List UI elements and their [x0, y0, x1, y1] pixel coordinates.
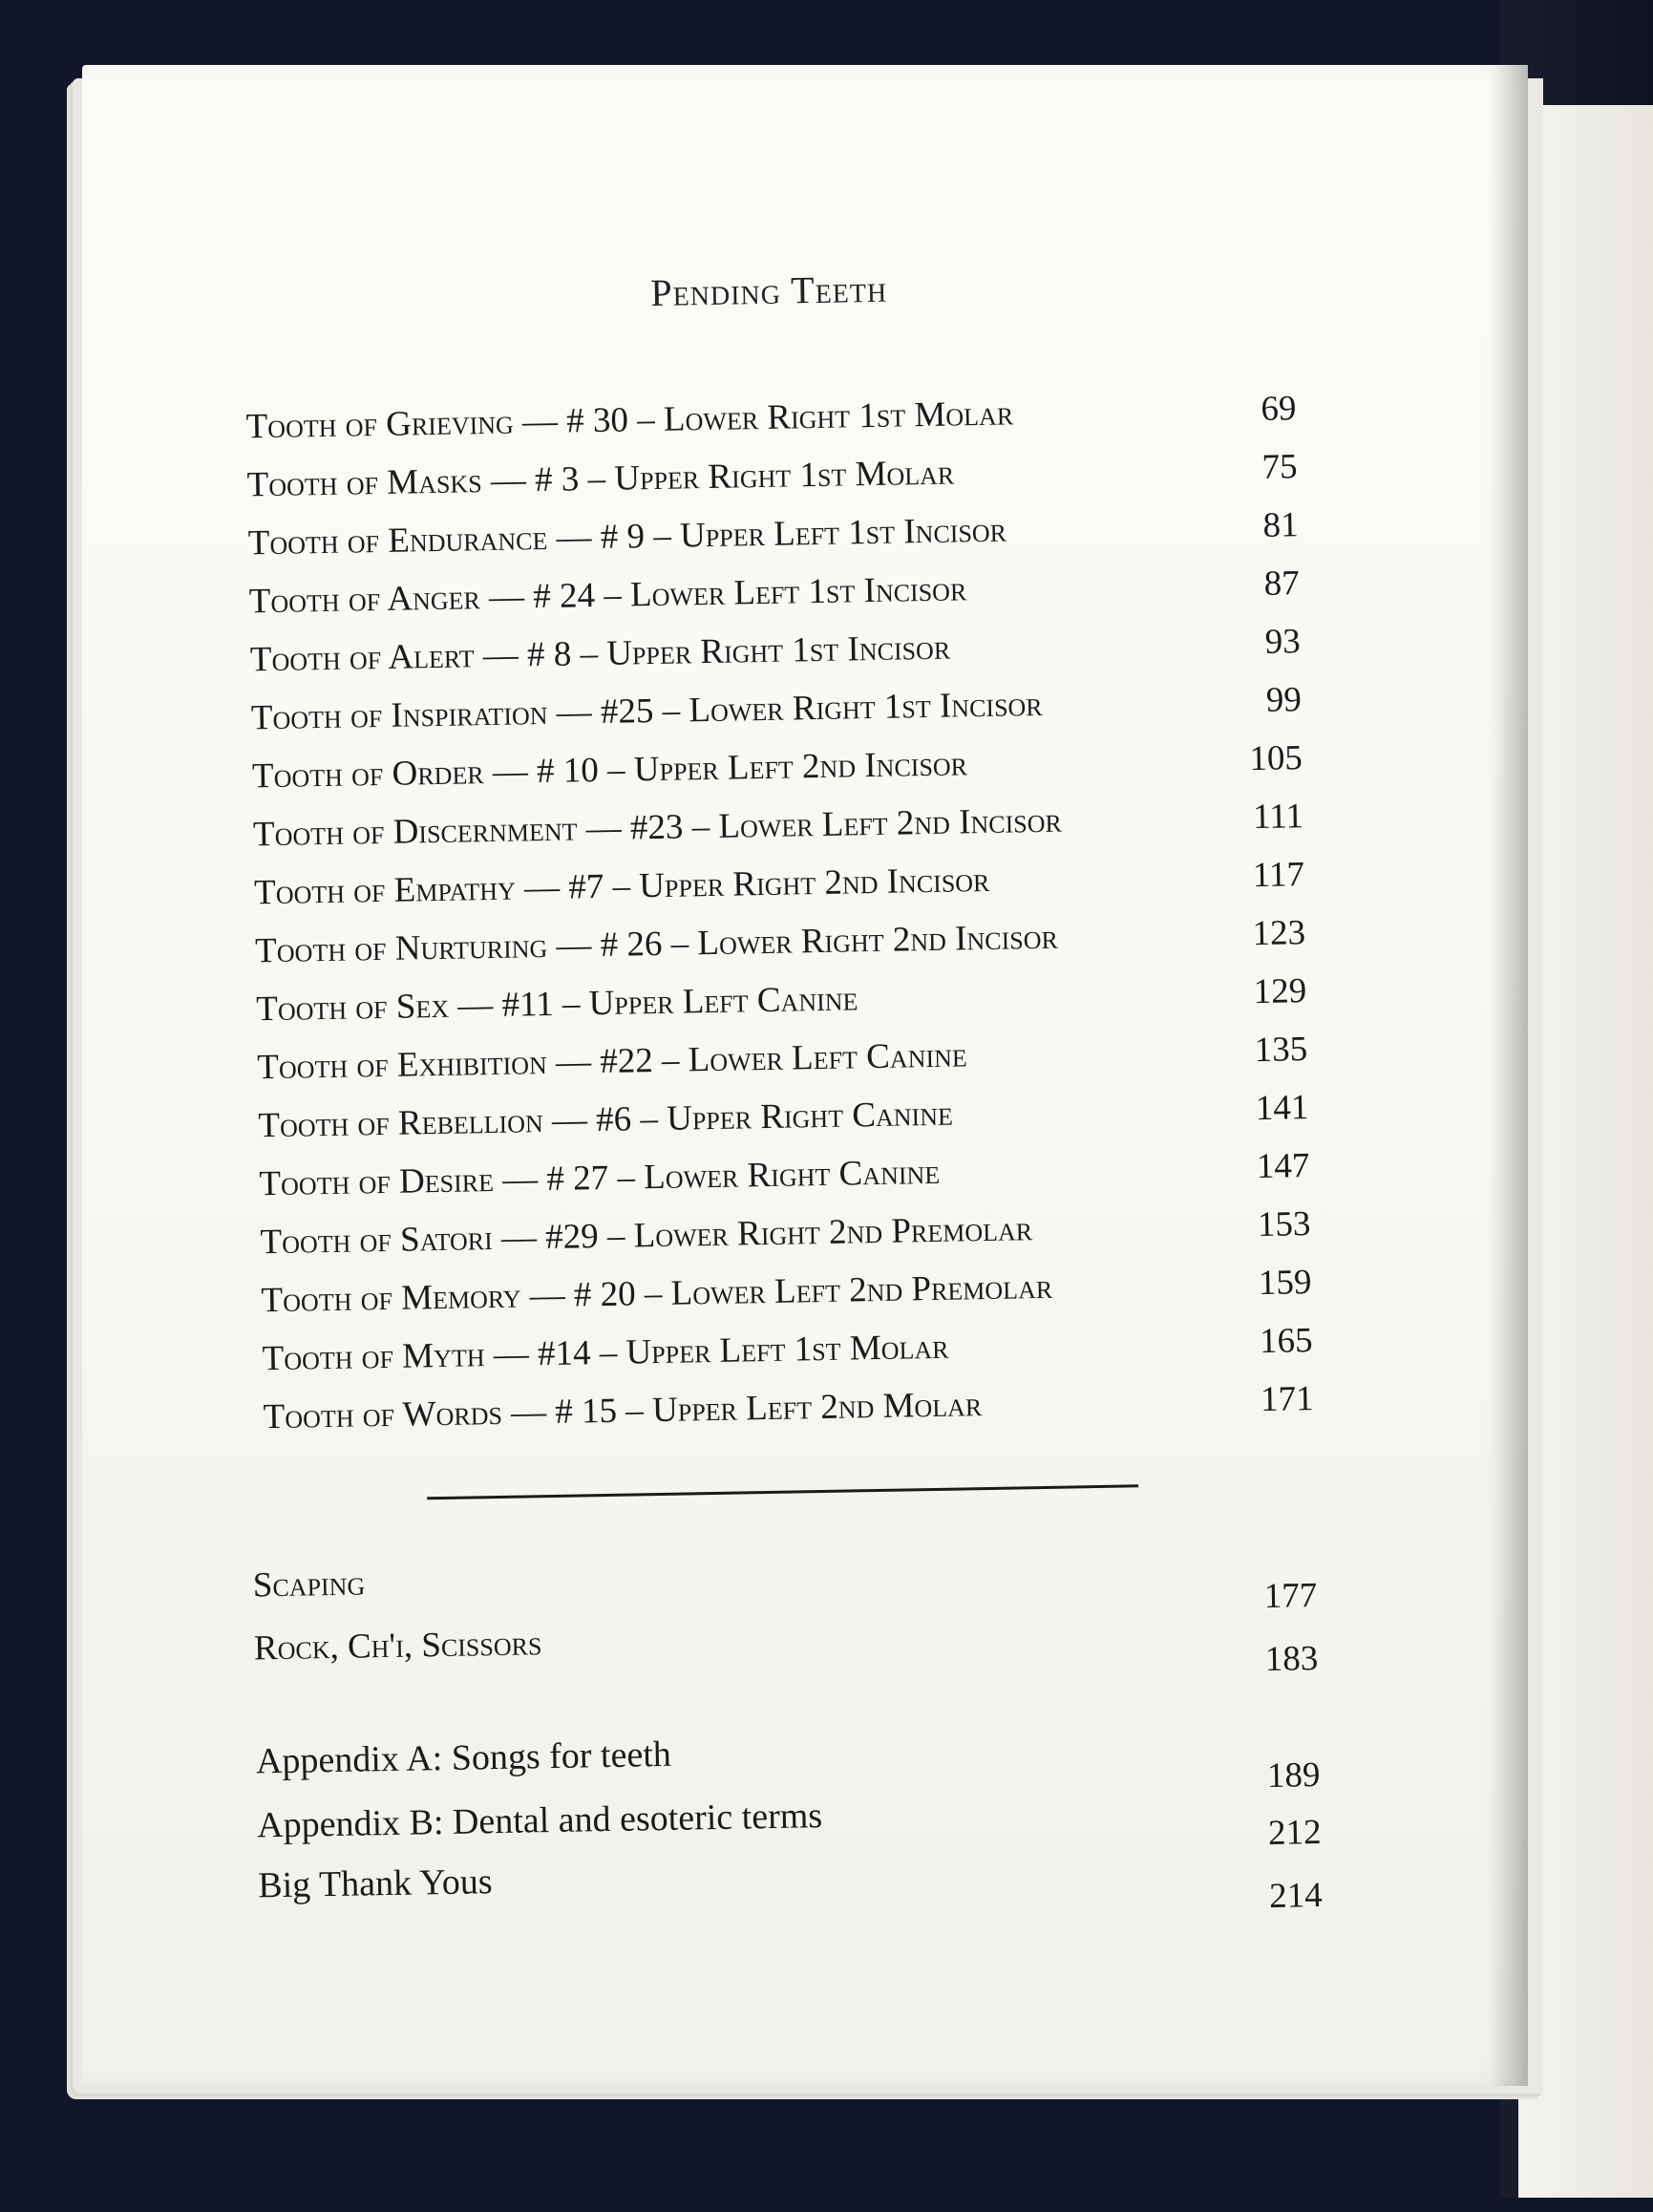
entry-title: Tooth of Nurturing — # 26 – Lower Right 2nd Incisor — [254, 917, 1059, 971]
entry-page: 69 — [1261, 389, 1297, 429]
entry-page: 105 — [1249, 738, 1303, 779]
section-entry-page: 183 — [1264, 1639, 1319, 1679]
entry-page: 87 — [1263, 564, 1301, 604]
appendix-entry-title: Appendix B: Dental and esoteric terms — [256, 1796, 823, 1846]
entry-title: Tooth of Rebellion — #6 – Upper Right Canine — [258, 1094, 954, 1146]
section-entry-title: Rock, Ch'i, Scissors — [253, 1624, 542, 1669]
appendix-entry-title: Appendix A: Songs for teeth — [255, 1733, 672, 1782]
entry-title: Tooth of Grieving — # 30 – Lower Right 1st Molar — [245, 393, 1014, 447]
entry-page: 147 — [1256, 1146, 1310, 1187]
entry-title: Tooth of Order — # 10 – Upper Left 2nd Incisor — [251, 744, 968, 797]
entry-title: Tooth of Satori — #29 – Lower Right 2nd Premolar — [260, 1209, 1033, 1263]
entry-title: Tooth of Words — # 15 – Upper Left 2nd Molar — [263, 1385, 983, 1437]
entry-title: Tooth of Empathy — #7 – Upper Right 2nd Incisor — [253, 860, 990, 913]
entry-title: Tooth of Exhibition — #22 – Lower Left Canine — [256, 1035, 968, 1088]
section-heading: Pending Teeth — [649, 266, 888, 314]
entry-page: 153 — [1257, 1204, 1311, 1245]
entry-page: 165 — [1259, 1321, 1313, 1362]
entry-page: 117 — [1252, 855, 1305, 896]
entry-title: Tooth of Myth — #14 – Upper Left 1st Molar — [262, 1327, 949, 1379]
entry-page: 159 — [1258, 1263, 1312, 1304]
entry-title: Tooth of Anger — # 24 – Lower Left 1st Incisor — [248, 569, 967, 622]
entry-page: 99 — [1265, 680, 1303, 720]
divider-rule — [427, 1484, 1138, 1499]
entry-page: 171 — [1260, 1379, 1314, 1420]
entry-page: 141 — [1255, 1088, 1309, 1129]
entry-title: Tooth of Masks — # 3 – Upper Right 1st Molar — [246, 453, 955, 505]
appendix-entry-page: 189 — [1266, 1755, 1321, 1796]
section-entry-page: 177 — [1263, 1576, 1318, 1616]
entry-title: Tooth of Memory — # 20 – Lower Left 2nd Premolar — [261, 1266, 1053, 1321]
appendix-entry-page: 212 — [1267, 1812, 1322, 1853]
entry-page: 93 — [1264, 622, 1302, 662]
entry-title: Tooth of Discernment — #23 – Lower Left 2nd Incisor — [252, 800, 1063, 855]
entry-page: 123 — [1252, 913, 1306, 954]
entry-title: Tooth of Endurance — # 9 – Upper Left 1st Incisor — [247, 510, 1007, 564]
appendix-entry-page: 214 — [1268, 1875, 1324, 1916]
entry-page: 129 — [1253, 971, 1307, 1012]
entry-page: 111 — [1252, 797, 1304, 838]
entry-page: 135 — [1254, 1030, 1308, 1071]
appendix-entry-title: Big Thank Yous — [257, 1861, 493, 1906]
entry-title: Tooth of Alert — # 8 – Upper Right 1st Incisor — [249, 627, 951, 680]
entry-title: Tooth of Inspiration — #25 – Lower Right 1st Incisor — [250, 684, 1043, 738]
entry-title: Tooth of Sex — #11 – Upper Left Canine — [255, 979, 858, 1030]
entry-title: Tooth of Desire — # 27 – Lower Right Canine — [259, 1152, 941, 1204]
entry-page: 75 — [1261, 447, 1298, 487]
entry-page: 81 — [1262, 505, 1299, 545]
section-entry-title: Scaping — [252, 1563, 366, 1606]
